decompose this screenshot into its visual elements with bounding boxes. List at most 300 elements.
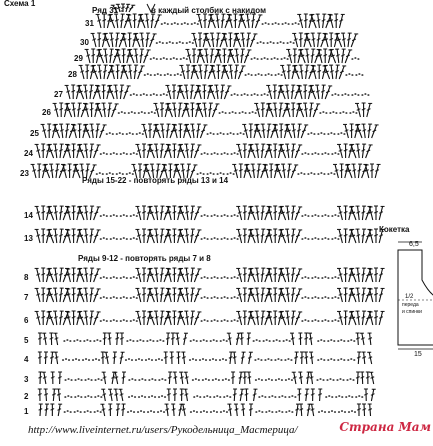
chain-stitch-mark — [120, 215, 122, 217]
chain-stitch-mark — [340, 339, 342, 341]
chain-stitch-mark — [113, 152, 115, 154]
chain-stitch-mark — [349, 378, 351, 380]
chain-stitch-mark — [173, 57, 175, 59]
chain-stitch-mark — [203, 339, 205, 341]
chain-stitch-mark — [217, 320, 219, 322]
chain-stitch-mark — [263, 42, 265, 44]
chain-stitch-mark — [276, 339, 278, 341]
chain-stitch-mark — [207, 238, 209, 240]
chain-stitch-mark — [154, 379, 156, 381]
chain-stitch-mark — [304, 152, 306, 154]
chain-stitch-mark — [109, 172, 111, 174]
chain-stitch-mark — [189, 359, 191, 361]
chain-stitch-mark — [266, 339, 268, 341]
chain-stitch-mark — [327, 133, 329, 135]
chain-stitch-mark — [234, 276, 236, 278]
chain-stitch-mark — [156, 42, 158, 44]
chain-stitch-mark — [234, 237, 236, 239]
chain-stitch-mark — [100, 215, 102, 217]
chain-stitch-mark — [144, 74, 146, 76]
chain-stitch-mark — [334, 214, 336, 216]
chain-stitch-mark — [163, 57, 165, 59]
chain-stitch-mark — [197, 23, 199, 25]
chain-stitch-mark — [203, 396, 205, 398]
chain-stitch-mark — [254, 359, 256, 361]
chain-stitch-mark — [227, 215, 229, 217]
chain-stitch-mark — [288, 410, 290, 412]
chain-stitch-mark — [268, 23, 270, 25]
chain-stitch-mark — [124, 112, 126, 114]
chain-stitch-mark — [338, 411, 340, 413]
chain-stitch-mark — [220, 411, 222, 413]
chain-stitch-mark — [110, 277, 112, 279]
chain-stitch-mark — [201, 153, 203, 155]
chain-stitch-mark — [171, 23, 173, 25]
chain-stitch-mark — [358, 395, 360, 397]
chain-stitch-mark — [301, 153, 303, 155]
chain-stitch-mark — [265, 411, 267, 413]
chain-stitch-mark — [64, 396, 66, 398]
chain-stitch-mark — [331, 153, 333, 155]
chain-stitch-mark — [278, 396, 280, 398]
row-number-label: 26 — [42, 108, 51, 117]
chain-stitch-mark — [261, 74, 263, 76]
chain-stitch-mark — [130, 238, 132, 240]
chain-stitch-mark — [205, 378, 207, 380]
chain-stitch-mark — [174, 22, 176, 24]
chain-stitch-mark — [258, 410, 260, 412]
chain-stitch-mark — [327, 153, 329, 155]
chain-stitch-mark — [273, 42, 275, 44]
source-url[interactable]: http://www.liveinternet.ru/users/Рукодельница_Мастерица/ — [28, 424, 298, 436]
chain-stitch-mark — [317, 340, 319, 342]
chain-stitch-mark — [99, 172, 101, 174]
chain-stitch-mark — [217, 173, 219, 175]
chain-stitch-mark — [163, 93, 165, 95]
chain-stitch-mark — [163, 411, 165, 413]
chain-stitch-mark — [263, 340, 265, 342]
chain-stitch-mark — [332, 111, 334, 113]
chain-stitch-mark — [68, 359, 70, 361]
chain-stitch-mark — [264, 57, 266, 59]
chain-stitch-mark — [166, 58, 168, 60]
chain-stitch-mark — [72, 359, 74, 361]
chain-stitch-mark — [74, 411, 76, 413]
chain-stitch-mark — [325, 396, 327, 398]
chain-stitch-mark — [161, 23, 163, 25]
chain-stitch-mark — [140, 410, 142, 412]
chain-stitch-mark — [151, 378, 153, 380]
chain-stitch-mark — [215, 378, 217, 380]
chain-stitch-mark — [307, 277, 309, 279]
chain-stitch-mark — [270, 41, 272, 43]
chain-stitch-mark — [355, 74, 357, 76]
chain-stitch-mark — [348, 395, 350, 397]
chain-stitch-mark — [230, 172, 232, 174]
chain-stitch-mark — [90, 379, 92, 381]
chain-stitch-mark — [128, 396, 130, 398]
chain-stitch-mark — [77, 395, 79, 397]
chain-stitch-mark — [295, 22, 297, 24]
chain-stitch-mark — [199, 359, 201, 361]
chain-stitch-mark — [195, 359, 197, 361]
chain-stitch-mark — [131, 395, 133, 397]
chain-stitch-mark — [139, 132, 141, 134]
chain-stitch-mark — [116, 320, 118, 322]
chain-stitch-mark — [223, 396, 225, 398]
chain-stitch-mark — [288, 23, 290, 25]
scheme-title: Схема 1 — [4, 0, 35, 8]
chain-stitch-mark — [122, 173, 124, 175]
chain-stitch-mark — [190, 411, 192, 413]
chain-stitch-mark — [275, 22, 277, 24]
chain-stitch-mark — [202, 379, 204, 381]
row-number-label: 2 — [24, 392, 29, 401]
chain-stitch-mark — [331, 215, 333, 217]
chain-stitch-mark — [224, 237, 226, 239]
chain-stitch-mark — [145, 359, 147, 361]
chain-stitch-mark — [320, 172, 322, 174]
chain-stitch-mark — [271, 74, 273, 76]
chain-stitch-mark — [141, 359, 143, 361]
chain-stitch-mark — [156, 94, 158, 96]
chain-stitch-mark — [300, 172, 302, 174]
chain-stitch-mark — [100, 238, 102, 240]
chain-stitch-mark — [112, 133, 114, 135]
chain-stitch-mark — [331, 277, 333, 279]
chain-stitch-mark — [63, 340, 65, 342]
chain-stitch-mark — [197, 173, 199, 175]
chain-stitch-mark — [133, 93, 135, 95]
chain-stitch-mark — [318, 411, 320, 413]
chain-stitch-mark — [126, 133, 128, 135]
chain-stitch-mark — [196, 411, 198, 413]
chain-stitch-mark — [97, 410, 99, 412]
chain-stitch-mark — [319, 112, 321, 114]
chain-stitch-mark — [211, 153, 213, 155]
chain-stitch-mark — [328, 395, 330, 397]
chain-stitch-mark — [347, 340, 349, 342]
chain-stitch-mark — [103, 276, 105, 278]
chain-stitch-mark — [317, 320, 319, 322]
chain-stitch-mark — [195, 378, 197, 380]
chain-stitch-mark — [116, 215, 118, 217]
chain-stitch-mark — [193, 410, 195, 412]
chain-stitch-mark — [291, 379, 293, 381]
chain-stitch-mark — [350, 339, 352, 341]
chain-stitch-mark — [231, 277, 233, 279]
chain-stitch-mark — [207, 297, 209, 299]
chain-stitch-mark — [219, 396, 221, 398]
chain-stitch-mark — [329, 112, 331, 114]
chain-stitch-mark — [211, 277, 213, 279]
chain-stitch-mark — [190, 340, 192, 342]
chain-stitch-mark — [79, 340, 81, 342]
chain-stitch-mark — [267, 94, 269, 96]
chain-stitch-mark — [136, 340, 138, 342]
chain-stitch-mark — [130, 320, 132, 322]
chain-stitch-mark — [258, 378, 260, 380]
chain-stitch-mark — [136, 94, 138, 96]
chain-stitch-mark — [198, 379, 200, 381]
row-number-label: 25 — [30, 129, 39, 138]
chain-stitch-mark — [321, 215, 323, 217]
chain-stitch-mark — [73, 340, 75, 342]
chain-stitch-mark — [313, 133, 315, 135]
chain-stitch-mark — [94, 396, 96, 398]
chain-stitch-mark — [99, 340, 101, 342]
chain-stitch-mark — [141, 395, 143, 397]
chain-stitch-mark — [204, 214, 206, 216]
chain-stitch-mark — [323, 173, 325, 175]
chain-stitch-mark — [345, 74, 347, 76]
chain-stitch-mark — [219, 359, 221, 361]
chain-stitch-mark — [125, 359, 127, 361]
chain-stitch-mark — [237, 94, 239, 96]
chain-stitch-mark — [176, 42, 178, 44]
chain-stitch-mark — [261, 58, 263, 60]
chain-stitch-mark — [324, 152, 326, 154]
chain-stitch-mark — [123, 152, 125, 154]
chain-stitch-mark — [78, 359, 80, 361]
chain-stitch-mark — [229, 396, 231, 398]
chain-stitch-mark — [353, 359, 355, 361]
chain-stitch-mark — [123, 237, 125, 239]
chain-stitch-mark — [335, 112, 337, 114]
chain-stitch-mark — [131, 111, 133, 113]
chain-stitch-mark — [222, 358, 224, 360]
chain-stitch-mark — [347, 359, 349, 361]
chain-stitch-mark — [136, 238, 138, 240]
chain-stitch-mark — [316, 379, 318, 381]
chain-stitch-mark — [278, 410, 280, 412]
chain-stitch-mark — [271, 58, 273, 60]
row-number-label: 30 — [80, 38, 89, 47]
chain-stitch-mark — [158, 396, 160, 398]
chain-stitch-mark — [110, 215, 112, 217]
chain-stitch-mark — [133, 214, 135, 216]
chain-stitch-mark — [257, 94, 259, 96]
chain-stitch-mark — [194, 22, 196, 24]
chain-stitch-mark — [337, 277, 339, 279]
chain-stitch-mark — [223, 339, 225, 341]
chain-stitch-mark — [277, 358, 279, 360]
chain-stitch-mark — [225, 378, 227, 380]
chain-stitch-mark — [307, 215, 309, 217]
chain-stitch-mark — [327, 215, 329, 217]
chain-stitch-mark — [221, 297, 223, 299]
rows-15-22-note: Ряды 15-22 - повторять ряды 13 и 14 — [82, 176, 228, 185]
chain-stitch-mark — [226, 340, 228, 342]
chain-stitch-mark — [206, 411, 208, 413]
row-number-label: 8 — [24, 273, 29, 282]
chain-stitch-mark — [321, 238, 323, 240]
chain-stitch-mark — [245, 112, 247, 114]
chain-stitch-mark — [116, 238, 118, 240]
chain-stitch-mark — [317, 173, 319, 175]
chain-stitch-mark — [267, 358, 269, 360]
chain-stitch-mark — [304, 276, 306, 278]
chain-stitch-mark — [271, 411, 273, 413]
chain-stitch-mark — [192, 42, 194, 44]
chain-stitch-mark — [249, 112, 251, 114]
chain-stitch-mark — [284, 396, 286, 398]
chain-stitch-mark — [131, 359, 133, 361]
chain-stitch-mark — [184, 22, 186, 24]
chain-stitch-mark — [126, 153, 128, 155]
chain-stitch-mark — [208, 379, 210, 381]
chain-stitch-mark — [132, 173, 134, 175]
chain-stitch-mark — [323, 340, 325, 342]
row-number-label: 28 — [68, 70, 77, 79]
chain-stitch-mark — [116, 153, 118, 155]
chain-stitch-mark — [217, 215, 219, 217]
chain-stitch-mark — [226, 395, 228, 397]
chain-stitch-mark — [313, 173, 315, 175]
chain-stitch-mark — [65, 358, 67, 360]
chain-stitch-mark — [231, 215, 233, 217]
chain-stitch-mark — [113, 296, 115, 298]
chain-stitch-mark — [113, 319, 115, 321]
chain-stitch-mark — [234, 214, 236, 216]
chain-stitch-mark — [311, 297, 313, 299]
chain-stitch-mark — [209, 396, 211, 398]
chain-stitch-mark — [310, 132, 312, 134]
chain-stitch-mark — [220, 340, 222, 342]
chain-stitch-mark — [283, 42, 285, 44]
chain-stitch-mark — [227, 238, 229, 240]
chain-stitch-mark — [94, 411, 96, 413]
chain-stitch-mark — [327, 173, 329, 175]
chain-stitch-mark — [287, 58, 289, 60]
chain-stitch-mark — [144, 112, 146, 114]
chain-stitch-mark — [351, 410, 353, 412]
chain-stitch-mark — [364, 93, 366, 95]
chain-stitch-mark — [330, 172, 332, 174]
chain-stitch-mark — [157, 73, 159, 75]
chain-stitch-mark — [143, 93, 145, 95]
chain-stitch-mark — [116, 277, 118, 279]
chain-stitch-mark — [337, 238, 339, 240]
chain-stitch-mark — [346, 379, 348, 381]
chain-stitch-mark — [320, 358, 322, 360]
chain-stitch-mark — [328, 411, 330, 413]
chain-stitch-mark — [227, 277, 229, 279]
chain-stitch-mark — [234, 152, 236, 154]
chain-stitch-mark — [262, 23, 264, 25]
chain-stitch-mark — [321, 153, 323, 155]
chain-stitch-mark — [286, 339, 288, 341]
chain-stitch-mark — [100, 411, 102, 413]
chain-stitch-mark — [80, 396, 82, 398]
chain-stitch-mark — [214, 296, 216, 298]
chain-stitch-mark — [311, 153, 313, 155]
chain-stitch-mark — [237, 297, 239, 299]
chain-stitch-mark — [87, 410, 89, 412]
chain-stitch-mark — [307, 238, 309, 240]
chain-stitch-mark — [331, 297, 333, 299]
row-31-note: Ряд 31 - — [92, 6, 123, 15]
chain-stitch-mark — [94, 379, 96, 381]
chain-stitch-mark — [120, 277, 122, 279]
chain-stitch-mark — [207, 173, 209, 175]
chain-stitch-mark — [106, 215, 108, 217]
chain-stitch-mark — [311, 215, 313, 217]
chain-stitch-mark — [84, 396, 86, 398]
chain-stitch-mark — [357, 58, 359, 60]
chain-stitch-mark — [126, 277, 128, 279]
row-number-label: 3 — [24, 375, 29, 384]
chain-stitch-mark — [126, 238, 128, 240]
chain-stitch-mark — [322, 379, 324, 381]
chain-stitch-mark — [258, 396, 260, 398]
chain-stitch-mark — [222, 379, 224, 381]
chain-stitch-mark — [275, 379, 277, 381]
chain-stitch-mark — [134, 396, 136, 398]
chain-stitch-mark — [100, 277, 102, 279]
chain-stitch-mark — [150, 58, 152, 60]
chain-stitch-mark — [137, 411, 139, 413]
chain-stitch-mark — [123, 276, 125, 278]
chain-stitch-mark — [132, 133, 134, 135]
chain-stitch-mark — [130, 215, 132, 217]
chain-stitch-mark — [284, 57, 286, 59]
chain-stitch-mark — [327, 238, 329, 240]
chain-stitch-mark — [160, 410, 162, 412]
chain-stitch-mark — [317, 133, 319, 135]
yoke-outline — [398, 250, 433, 345]
chain-stitch-mark — [297, 173, 299, 175]
chain-stitch-mark — [203, 410, 205, 412]
chain-stitch-mark — [314, 319, 316, 321]
watermark-logo: Страна Мам — [339, 420, 431, 434]
chain-stitch-mark — [121, 111, 123, 113]
chain-stitch-mark — [169, 41, 171, 43]
chain-stitch-mark — [307, 297, 309, 299]
chain-stitch-mark — [265, 22, 267, 24]
chain-stitch-mark — [285, 379, 287, 381]
chain-stitch-mark — [343, 340, 345, 342]
chain-stitch-mark — [277, 58, 279, 60]
chain-stitch-mark — [214, 237, 216, 239]
chain-stitch-mark — [324, 296, 326, 298]
chain-stitch-mark — [69, 340, 71, 342]
chain-stitch-mark — [211, 238, 213, 240]
chain-stitch-mark — [282, 23, 284, 25]
chain-stitch-mark — [134, 112, 136, 114]
chain-stitch-mark — [133, 237, 135, 239]
chain-stitch-mark — [183, 57, 185, 59]
chain-stitch-mark — [227, 297, 229, 299]
yoke-title: Кокетка — [379, 225, 410, 234]
chain-stitch-mark — [119, 172, 121, 174]
chain-stitch-mark — [158, 379, 160, 381]
chain-stitch-mark — [199, 396, 201, 398]
chain-stitch-mark — [118, 112, 120, 114]
chain-stitch-mark — [304, 214, 306, 216]
chain-stitch-mark — [153, 411, 155, 413]
chain-stitch-mark — [164, 379, 166, 381]
chain-stitch-mark — [212, 358, 214, 360]
chain-stitch-mark — [321, 277, 323, 279]
chain-stitch-mark — [355, 396, 357, 398]
chain-stitch-mark — [257, 358, 259, 360]
chain-stitch-mark — [98, 359, 100, 361]
chain-stitch-mark — [281, 58, 283, 60]
chain-stitch-mark — [156, 340, 158, 342]
chain-stitch-mark — [254, 57, 256, 59]
chain-stitch-mark — [177, 73, 179, 75]
